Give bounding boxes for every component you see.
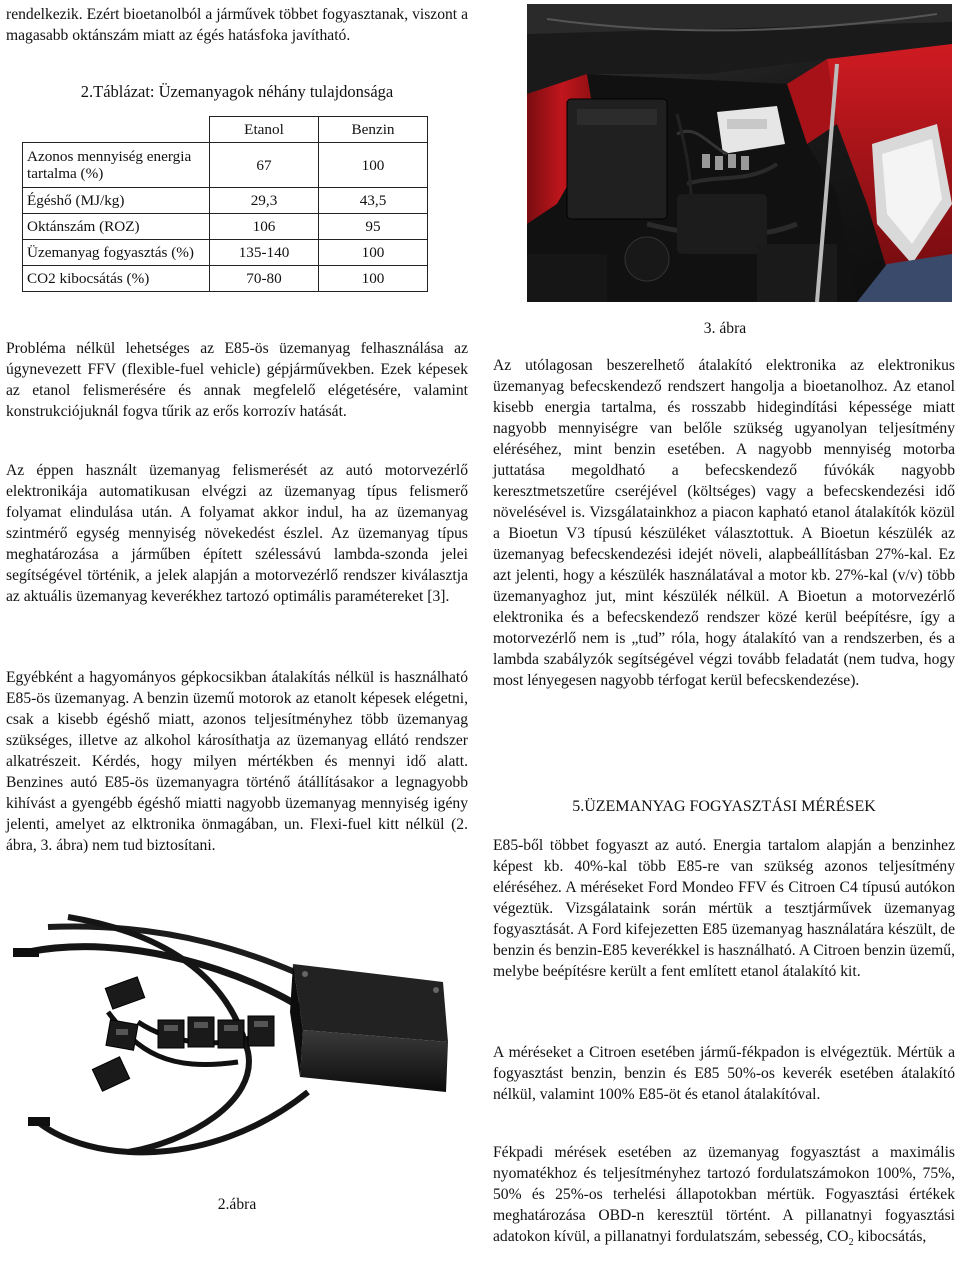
- table-row-label: Oktánszám (ROZ): [23, 214, 210, 240]
- table-cell-etanol: 29,3: [210, 188, 319, 214]
- flex-fuel-kit-photo: [8, 912, 470, 1194]
- left-paragraph-3: Egyébként a hagyományos gépkocsikban átalakítás nélkül is használható E85-ös üzemanyag. A benzin üzemű motorok az etanolt képesek elégetni, csak a kisebb égéshő miatt, azonos teljesítményhez több üzemanyag szükséges, illetve az alkohol károsíthatja az üzemanyag ellátó rendszer alkatrészeit. Kérdés, hogy milyen mértékben és mennyi idő alatt. Benzines autó E85-ös üzemanyagra történő átállításakor a legnagyobb kihívást a gyengébb égéshő miatti nagyobb üzemanyag mennyiség igény jelenti, amelyet az elktronika önmagában, un. Flexi-fuel kitt nélkül (2. ábra, 3. ábra) nem tud biztosítani.: [6, 669, 468, 854]
- table-cell-benzin: 100: [319, 266, 428, 292]
- table-row-label: Azonos mennyiség energia tartalma (%): [23, 143, 210, 188]
- table-cell-etanol: 135-140: [210, 240, 319, 266]
- section-heading: 5.ÜZEMANYAG FOGYASZTÁSI MÉRÉSEK: [572, 798, 876, 815]
- engine-bay-image: [527, 4, 952, 302]
- co-text: CO: [826, 1228, 849, 1245]
- right-paragraph-4-end: kibocsátás,: [853, 1228, 927, 1245]
- table-row: [23, 188, 428, 214]
- table-row-label: Üzemanyag fogyasztás (%): [23, 240, 210, 266]
- table-row-label: Égéshő (MJ/kg): [23, 188, 210, 214]
- right-paragraph-2: E85-ből többet fogyaszt az autó. Energia tartalom alapján a benzinhez képest kb. 40%-kal több E85-re van szükség azonos teljesítmény eléréséhez. A méréseket Ford Mondeo FFV és Citroen C4 típusú autókon végeztük. Vizsgálataink során mértük a tesztjárművek üzemanyag fogyasztását. A Ford kifejezetten E85 üzemanyag használatára készült, de benzin és benzin-E85 keverékkel is használható. A Citroen benzin üzemű, melybe beépítésre került a fent említett etanol átalakító kit.: [493, 837, 955, 980]
- table-row: [23, 214, 428, 240]
- table-header-etanol: Etanol: [210, 117, 319, 143]
- table-caption: 2.Táblázat: Üzemanyagok néhány tulajdonsága: [80, 82, 394, 101]
- table-header-row: [23, 117, 428, 143]
- table-header-benzin: Benzin: [319, 117, 428, 143]
- flex-fuel-kit-image: [8, 912, 470, 1194]
- intro-paragraph: rendelkezik. Ezért bioetanolból a járművek többet fogyasztanak, viszont a magasabb oktánszám miatt az égés hatásfoka javítható.: [6, 6, 468, 44]
- table-cell-benzin: 100: [319, 143, 428, 188]
- table-cell-etanol: 70-80: [210, 266, 319, 292]
- co2-subscript: 2: [848, 1237, 854, 1249]
- co2-text: [826, 1228, 854, 1249]
- control-box: [290, 964, 448, 1092]
- table-cell-etanol: 67: [210, 143, 319, 188]
- table-header-blank: [23, 117, 210, 143]
- table-row: [23, 266, 428, 292]
- figure-3-caption: 3. ábra: [703, 320, 747, 337]
- table-row-label: CO2 kibocsátás (%): [23, 266, 210, 292]
- engine-bay-photo: [527, 4, 952, 302]
- table-row: [23, 240, 428, 266]
- figure-2-caption: 2.ábra: [217, 1196, 257, 1213]
- table-cell-etanol: 106: [210, 214, 319, 240]
- table-cell-benzin: 100: [319, 240, 428, 266]
- right-paragraph-4-text: Fékpadi mérések esetében az üzemanyag fogyasztást a maximális nyomatékhoz és teljesítményhez tartozó fordulatszámokon 100%, 75%, 50% és 25%-os terhelési állapotokban mértük. Fogyasztási értékek meghatározása OBD-n keresztül történt. A pillanatnyi fogyasztási adatokon kívül, a pillanatnyi fordulatszám, sebesség,: [493, 1144, 955, 1245]
- left-paragraph-2: Az éppen használt üzemanyag felismerését az autó motorvezérlő elektronikája automatikusan elvégzi az üzemanyag típus felismerő folyamat elindulása után. A folyamat akkor indul, ha az üzemanyag szintmérő egység mennyiség növekedést észlel. Az üzemanyag típus meghatározása a járműben épített szélessávú lambda-szonda jelei segítségével történik, a jelek alapján a motorvezérlő rendszer kiválasztja az aktuális üzemanyag keverékhez tartozó optimális paramétereket [3].: [6, 462, 468, 605]
- right-paragraph-4: [493, 1142, 955, 1253]
- table-cell-benzin: 43,5: [319, 188, 428, 214]
- table-row: [23, 143, 428, 188]
- right-paragraph-3: A méréseket a Citroen esetében jármű-fékpadon is elvégeztük. Mértük a fogyasztást benzin, benzin és E85 50%-os keverék esetében átalakító nélkül, valamint 100% E85-öt és etanol átalakítóval.: [493, 1044, 955, 1103]
- table-cell-benzin: 95: [319, 214, 428, 240]
- left-paragraph-1: Probléma nélkül lehetséges az E85-ös üzemanyag felhasználása az úgynevezett FFV (flexible-fuel vehicle) gépjárművekben. Ezek képesek az etanol felismerésére és annak megfelelő elégetésére, valamint konstrukciójuknál fogva tűrik az erős korrozív hatását.: [6, 340, 468, 420]
- right-paragraph-1: Az utólagosan beszerelhető átalakító elektronika az elektronikus üzemanyag befecskendező rendszert hangolja a bioetanolhoz. Az etanol kisebb energia tartalma, és rosszabb hidegindítási képessége miatt nagyobb mennyiségre van belőle szükség ugyanolyan teljesítmény eléréséhez, mint benzin esetében. A nagyobb mennyiség motorba juttatása megoldható a befecskendező fúvókák nagyobb keresztmetszetűre cseréjével (költséges) vagy a befecskendezési idő növelésével is. Vizsgálatainkhoz a piacon kapható etanol átalakítók közül a Bioetun V3 típusú készüléket választottuk. A Bioetun készülék az üzemanyag befecskendezési idejét növeli, alapbeállításban 27%-kal. Ez azt jelenti, hogy a készülék használatával a motor kb. 27%-kal (v/v) több üzemanyaghoz jut, mint készülék nélkül. A Bioetun a motorvezérlő elektronika és a befecskendező rendszer közé kerül beépítésre, így a motorvezérlő nem is „tud” róla, hogy átalakító van a rendszerben, és a lambda szabályzók segítségével végzi tovább feladatát (nem tudva, hogy most lényegesen nagyobb térfogat kerül befecskendezése).: [493, 357, 955, 689]
- fuel-properties-table: [22, 116, 428, 292]
